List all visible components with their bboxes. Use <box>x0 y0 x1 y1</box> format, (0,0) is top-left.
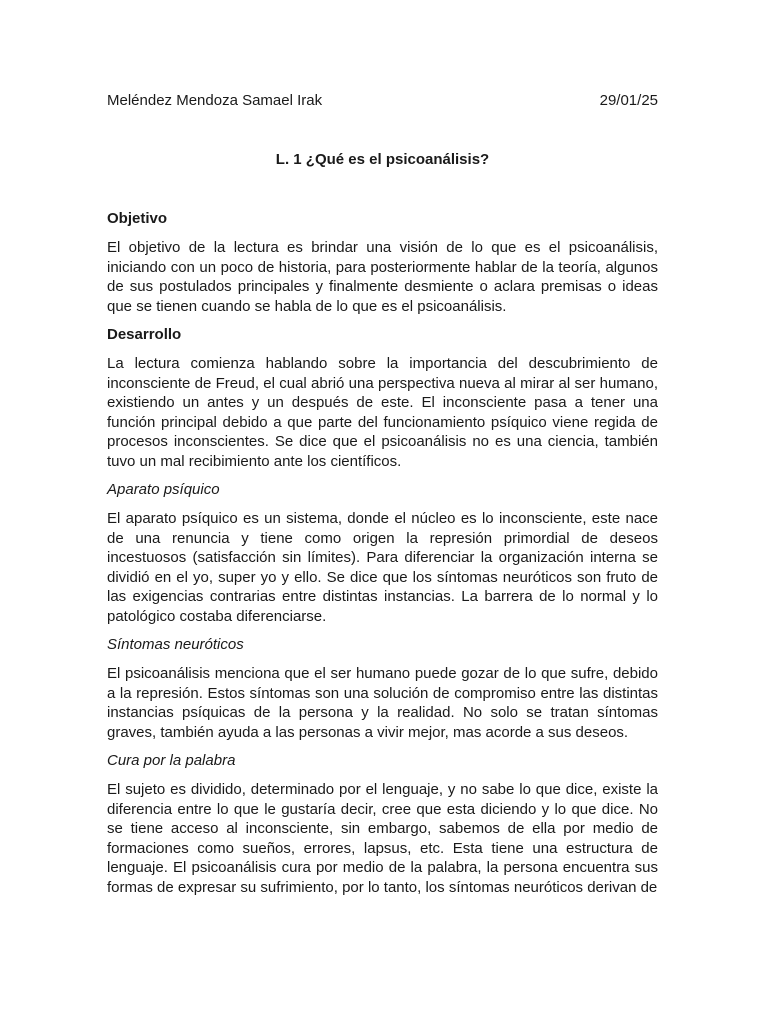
document-date: 29/01/25 <box>599 92 658 109</box>
document-title: L. 1 ¿Qué es el psicoanálisis? <box>275 151 490 168</box>
subsection-heading-aparato: Aparato psíquico <box>107 481 220 498</box>
subsection-paragraph-cura: El sujeto es dividido, determinado por el lenguaje, y no sabe lo que dice, existe la diferencia entre lo que le gustaría decir, cree que esta diciendo y lo que dice. No se tiene acceso al inconsciente, sin embargo, sabemos de ella por medio de formaciones como sueños, errores, lapsus, etc. Esta tiene una estructura de lenguaje. El psicoanálisis cura por medio de la palabra, la persona encuentra sus formas de expresar su sufrimiento, por lo tanto, los síntomas neuróticos derivan de <box>107 781 658 896</box>
section-heading-desarrollo: Desarrollo <box>107 326 182 343</box>
author-name: Meléndez Mendoza Samael Irak <box>107 92 323 109</box>
section-heading-objetivo: Objetivo <box>107 210 168 227</box>
document-header <box>107 91 658 111</box>
document-body <box>107 209 658 906</box>
section-paragraph-desarrollo: La lectura comienza hablando sobre la importancia del descubrimiento de inconsciente de Freud, el cual abrió una perspectiva nueva al mirar al ser humano, existiendo un antes y un después de este. El inconsciente pasa a tener una función principal debido a que parte del funcionamiento psíquico viene regida de procesos inconscientes. Se dice que el psicoanálisis no es una ciencia, también tuvo un mal recibimiento ante los científicos. <box>107 355 658 470</box>
subsection-heading-cura: Cura por la palabra <box>107 752 236 769</box>
subsection-paragraph-sintomas: El psicoanálisis menciona que el ser humano puede gozar de lo que sufre, debido a la represión. Estos síntomas son una solución de compromiso entre las distintas instancias psíquicas de la persona y la realidad. No solo se tratan síntomas graves, también ayuda a las personas a vivir mejor, mas acorde a sus deseos. <box>107 665 658 741</box>
section-paragraph-objetivo: El objetivo de la lectura es brindar una visión de lo que es el psicoanálisis, iniciando con un poco de historia, para posteriormente hablar de la teoría, algunos de sus postulados principales y finalmente desmiente o aclara premisas o ideas que se tienen cuando se habla de lo que es el psicoanálisis. <box>107 239 658 315</box>
subsection-paragraph-aparato: El aparato psíquico es un sistema, donde el núcleo es lo inconsciente, este nace de una renuncia y tiene como origen la represión primordial de deseos incestuosos (satisfacción sin límites). Para diferenciar la organización interna se dividió en el yo, super yo y ello. Se dice que los síntomas neuróticos son fruto de las exigencias contrarias entre distintas instancias. La barrera de lo normal y lo patológico costaba diferenciarse. <box>107 510 658 625</box>
subsection-heading-sintomas: Síntomas neuróticos <box>107 636 244 653</box>
